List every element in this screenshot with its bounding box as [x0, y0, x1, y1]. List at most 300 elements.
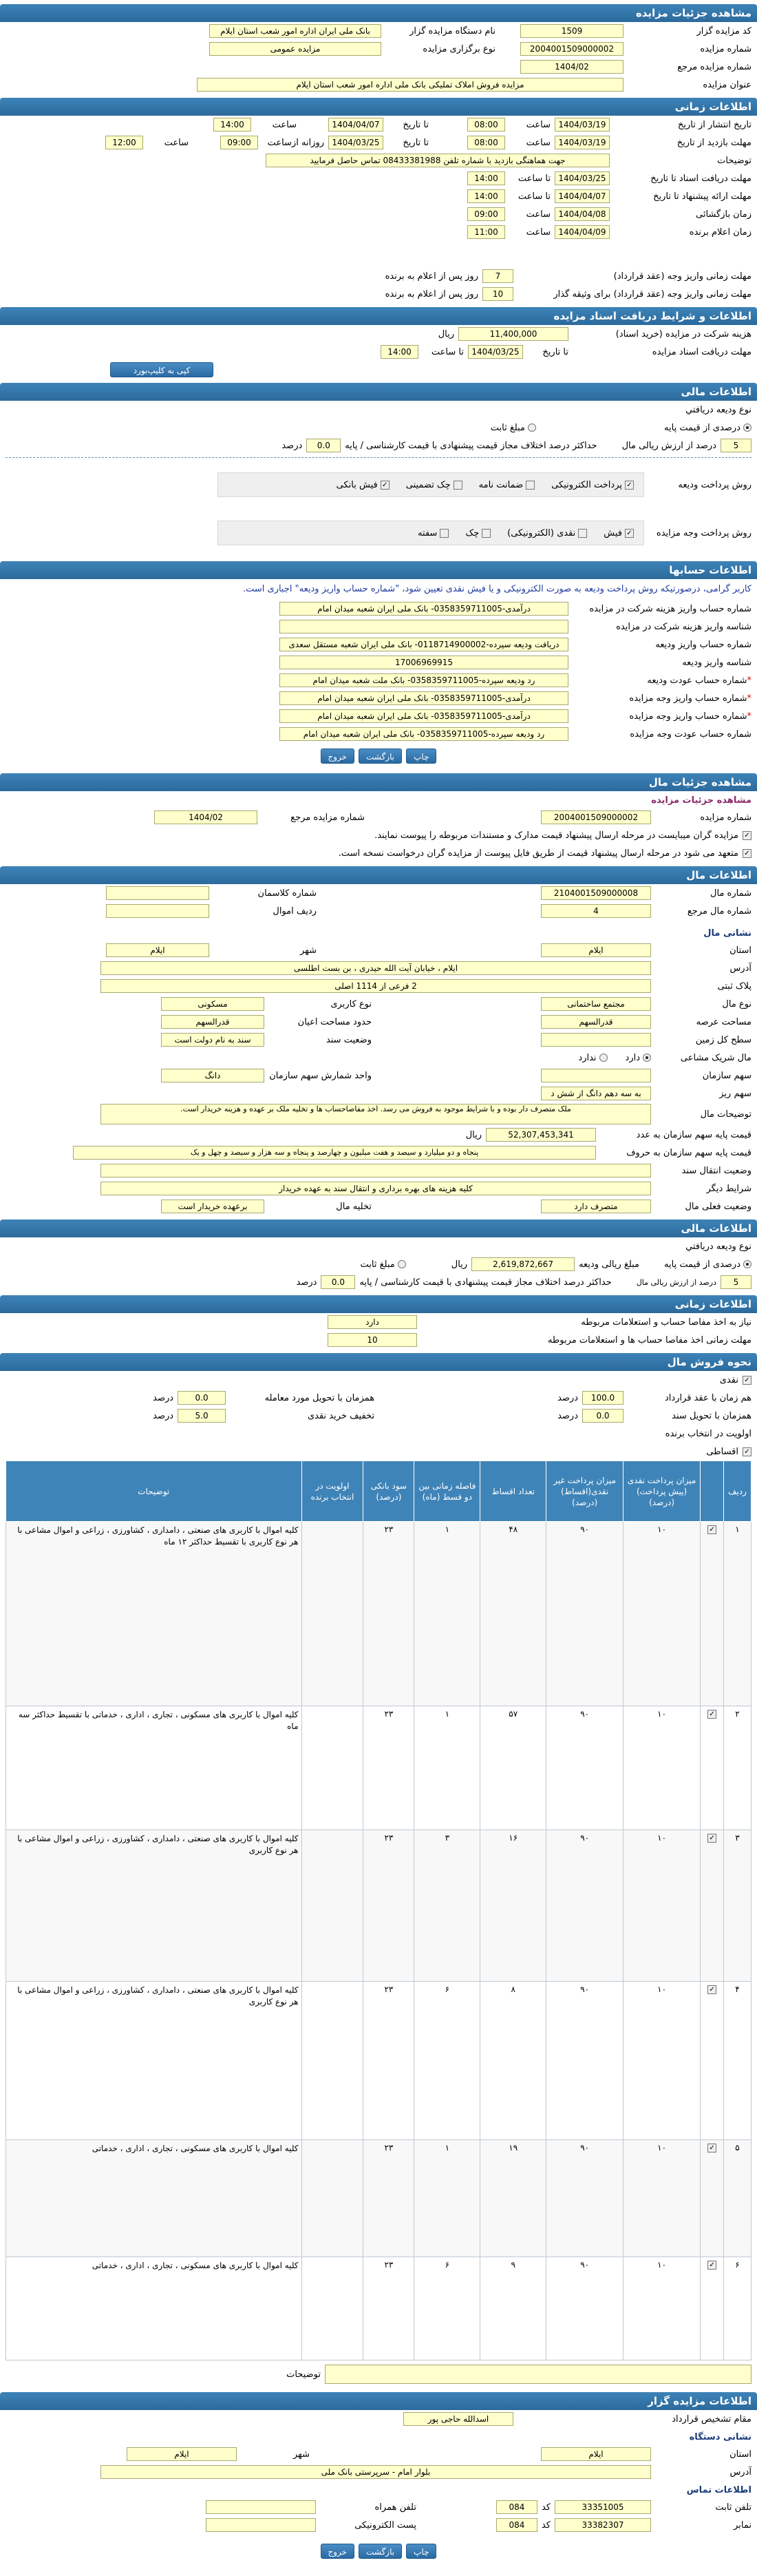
row-ref-prop — [0, 902, 757, 920]
check-icon[interactable]: ✓ — [707, 1985, 716, 1994]
label: عنوان مزایده — [703, 79, 751, 90]
section-title: اطلاعات مالی — [681, 386, 751, 398]
sub-share-field: به سه دهم دانگ از شش د — [541, 1087, 651, 1100]
button-row-bottom — [0, 2534, 757, 2567]
prepay-cell: ۱۰ — [623, 1706, 701, 1830]
visit-from-date: 1404/03/19 — [555, 136, 610, 149]
count-cell: ۸ — [480, 1982, 546, 2140]
section-sale-method — [0, 1353, 757, 1371]
count-cell: ۱۶ — [480, 1830, 546, 1982]
column-header: میزان پرداخت نقدی (پیش پرداخت) (درصد) — [623, 1461, 701, 1522]
label: شماره حساب واریز ودیعه — [655, 639, 751, 650]
row-winner — [0, 223, 757, 241]
row-transfer — [0, 1162, 757, 1180]
row-dt — [0, 1237, 757, 1255]
label: مهلت ارائه پیشنهاد تا تاریخ — [653, 191, 751, 202]
pay2-cash[interactable] — [507, 528, 587, 538]
label: کد مزایده گزار — [696, 25, 751, 36]
label: شماره مال — [710, 888, 751, 899]
label: تا تاریخ — [403, 137, 429, 148]
row-check[interactable] — [701, 2140, 724, 2257]
section-time-2 — [0, 1295, 757, 1313]
label: استان — [729, 2449, 751, 2460]
button-row — [0, 743, 757, 769]
installment-percent-cell: ۹۰ — [546, 2140, 623, 2257]
max-diff-field: 0.0 — [321, 1275, 355, 1289]
label: شماره حساب واریز وجه مزایده — [629, 711, 747, 722]
label: زمان بازگشائی — [696, 209, 751, 220]
label: کد — [541, 2520, 551, 2531]
row-dep1 — [0, 267, 757, 285]
label: چک — [465, 527, 480, 538]
auctioneer-code-field: 1509 — [520, 24, 623, 38]
gap-cell: ۱ — [414, 1522, 480, 1706]
pay-electronic[interactable] — [551, 480, 634, 490]
radio-icon — [528, 423, 536, 432]
table-row — [6, 1706, 751, 1830]
prepay-cell: ۱۰ — [623, 1830, 701, 1982]
row-check[interactable] — [701, 1522, 724, 1706]
label: دارد — [625, 1052, 640, 1063]
account-field: 17006969915 — [279, 656, 568, 669]
label: درصد — [281, 440, 303, 451]
label: همزمان با تحویل مورد معامله — [264, 1392, 375, 1403]
label: وضعیت انتقال سند — [681, 1165, 751, 1176]
section-property-details — [0, 773, 757, 791]
opt-fixed[interactable] — [361, 1259, 406, 1270]
label: شهر — [299, 945, 317, 956]
row-tel — [0, 2498, 757, 2516]
label: نوع مال — [722, 998, 751, 1009]
row-a5 — [0, 671, 757, 689]
deposit-percent-field: 5 — [721, 1275, 751, 1289]
label: اقساطی — [706, 1446, 738, 1457]
label: حداکثر درصد اختلاف مجاز قیمت پیشنهادی با قیمت کارشناسی / پایه — [345, 440, 597, 451]
deed-percent-field: 0.0 — [582, 1409, 623, 1423]
description-cell: کلیه اموال با کاربری های صنعتی ، دامداری ، کشاورزی ، زراعی و اموال مشاعی با هر نوع کاربری — [6, 1830, 302, 1982]
label: مقام تشخیص قرارداد — [672, 2413, 751, 2425]
visit-daily-from: 09:00 — [220, 136, 258, 149]
label: مهلت دریافت اسناد مزایده — [652, 346, 751, 357]
label: تا ساعت — [518, 173, 551, 184]
row-a6 — [0, 689, 757, 707]
label: نام دستگاه مزایده گزار — [409, 25, 495, 36]
label: ریال — [465, 1129, 482, 1140]
row-need — [0, 1313, 757, 1331]
label: ساعت — [526, 119, 551, 130]
row-share-rz — [0, 1085, 757, 1102]
row-kind — [0, 995, 757, 1013]
label: ساعت — [526, 209, 551, 220]
label: شناسه واریز هزینه شرکت در مزایده — [616, 621, 751, 632]
section-time-info — [0, 98, 757, 116]
account-field: درآمدی-0358359711005- بانک ملی ایران شعبه میدان امام — [279, 691, 568, 705]
table-header — [6, 1461, 751, 1522]
label: فیش بانکی — [336, 479, 378, 490]
label: تاریخ انتشار از تاریخ — [677, 119, 751, 130]
label: نوع وديعه دريافتي — [685, 404, 751, 415]
column-header: میزان پرداخت غیر نقدی(اقساط) (درصد) — [546, 1461, 623, 1522]
label: شماره کلاسمان — [257, 888, 317, 899]
opt-percent[interactable] — [664, 423, 751, 433]
radio-icon — [643, 1054, 651, 1062]
contract-percent-field: 100.0 — [582, 1391, 623, 1405]
row-need-time — [0, 1331, 757, 1349]
row-ref — [0, 58, 757, 76]
label: روزانه ازساعت — [267, 137, 324, 148]
pay2-safteh[interactable] — [418, 528, 449, 538]
count-cell: ۵۷ — [480, 1706, 546, 1830]
row-dev-addr — [0, 2463, 757, 2481]
pay-check[interactable] — [406, 480, 462, 490]
section-title: مشاهده جزئیات مزایده — [635, 7, 751, 19]
label: قیمت پایه سهم سازمان به عدد — [636, 1129, 751, 1140]
label: شماره مزایده مرجع — [677, 61, 751, 72]
sub-title: نشانی دستگاه — [689, 2432, 751, 2442]
label: درصدی از قیمت پایه — [664, 422, 740, 433]
section-accounts — [0, 561, 757, 579]
row-c2 — [0, 844, 757, 862]
fax-field: 33382307 — [555, 2518, 651, 2532]
check-icon[interactable]: ✓ — [743, 1447, 751, 1456]
description-cell: کلیه اموال با کاربری های صنعتی ، دامداری ، کشاورزی ، زراعی و اموال مشاعی با هر نوع کاربری با تقسیط حداکثر ۱۲ ماه — [6, 1522, 302, 1706]
table-row — [6, 2257, 751, 2360]
row-floor — [0, 1031, 757, 1049]
back-button[interactable]: بازگشت — [359, 2544, 402, 2559]
radio-icon — [599, 1054, 608, 1062]
table-row — [6, 1522, 751, 1706]
rate-cell: ۲۳ — [363, 1522, 414, 1706]
offer-deadline-time: 14:00 — [467, 189, 505, 203]
label: نقدی — [719, 1374, 738, 1385]
share-no[interactable] — [578, 1053, 607, 1063]
winner-time: 11:00 — [467, 225, 505, 239]
priority-cell — [301, 2257, 363, 2360]
deposit-amount-field: 2,619,872,667 — [471, 1257, 575, 1271]
check-icon: ✓ — [625, 529, 634, 538]
exit-button[interactable]: خروج — [321, 2544, 355, 2559]
eviction-field: برعهده خریدار است — [161, 1200, 264, 1213]
publish-from-date: 1404/03/19 — [555, 118, 610, 132]
row-c1 — [0, 826, 757, 844]
row-a4 — [0, 653, 757, 671]
row-pay2 — [0, 509, 757, 557]
opening-time: 09:00 — [467, 207, 505, 221]
transfer-field — [100, 1164, 651, 1177]
gap-cell: ۱ — [414, 2140, 480, 2257]
publish-to-time: 14:00 — [213, 118, 251, 132]
ref-number-field: 1404/02 — [520, 60, 623, 74]
label: مبلغ ثابت — [490, 422, 526, 433]
label: ریال — [438, 328, 454, 339]
section-financial — [0, 383, 757, 401]
pay2-fish[interactable] — [604, 528, 634, 538]
visit-from-time: 08:00 — [467, 136, 505, 149]
priority-cell — [301, 1706, 363, 1830]
row-pdesc — [0, 1102, 757, 1126]
label: زمان اعلام برنده — [689, 227, 751, 238]
label: تلفن همراه — [374, 2502, 416, 2513]
section-financial-2 — [0, 1219, 757, 1237]
property-row-field — [106, 904, 209, 918]
label: شماره مال مرجع — [687, 905, 751, 917]
column-header: ردیف — [724, 1461, 751, 1522]
priority-cell — [301, 1982, 363, 2140]
column-header — [701, 1461, 724, 1522]
org-name-field: بانک ملی ایران اداره امور شعب استان ایلام — [209, 24, 381, 38]
required-icon: * — [747, 711, 751, 722]
share-field — [541, 1069, 651, 1082]
row-deposit-options — [0, 419, 757, 437]
auction-pay-methods — [217, 521, 644, 545]
print-button[interactable]: چاپ — [406, 748, 436, 764]
mobile-field — [206, 2500, 316, 2514]
column-header: توضیحات — [6, 1461, 302, 1522]
gap-cell: ۳ — [414, 1830, 480, 1982]
label: همزمان با تحویل سند — [672, 1410, 751, 1421]
occupancy-field: متصرف دارد — [541, 1200, 651, 1213]
registration-field: 2 فرعی از 1114 اصلی — [100, 979, 651, 993]
delivery-percent-field: 0.0 — [178, 1391, 226, 1405]
row-base-txt — [0, 1144, 757, 1162]
sub-title: اطلاعات تماس — [686, 2485, 751, 2495]
check-icon[interactable]: ✓ — [743, 1376, 751, 1385]
check-icon — [526, 481, 535, 490]
row-auth — [0, 2410, 757, 2428]
docs-deadline-time: 14:00 — [467, 171, 505, 185]
base-price-field: 52,307,453,341 — [486, 1128, 596, 1142]
label: توضیحات مال — [700, 1109, 751, 1120]
province-field: ایلام — [541, 943, 651, 957]
label: تا ساعت — [518, 191, 551, 202]
copy-clipboard-button[interactable]: کپی به کلیپ‌بورد — [110, 362, 213, 377]
label: سفته — [418, 527, 438, 538]
label: شناسه واریز ودیعه — [682, 657, 751, 668]
label: واحد شمارش سهم سازمان — [269, 1070, 372, 1081]
check-icon[interactable]: ✓ — [707, 2261, 716, 2270]
row-check[interactable] — [701, 1982, 724, 2140]
gap-cell: ۶ — [414, 1982, 480, 2140]
label: درصد — [153, 1392, 174, 1403]
doc-deadline-time: 14:00 — [381, 345, 418, 359]
label: سطح کل زمین — [695, 1034, 751, 1045]
row-check[interactable] — [701, 2257, 724, 2360]
row-doc-deadline — [0, 343, 757, 361]
label: ندارد — [578, 1052, 597, 1063]
row-addr — [0, 959, 757, 977]
label: روش پرداخت وديعه — [678, 479, 751, 490]
section-title: اطلاعات حسابها — [669, 564, 751, 576]
rate-cell: ۲۳ — [363, 1706, 414, 1830]
label: تخلیه مال — [336, 1201, 372, 1212]
spacer — [0, 241, 757, 267]
discount-field: 5.0 — [178, 1409, 226, 1423]
label: شرایط دیگر — [706, 1183, 751, 1194]
table-row — [6, 2140, 751, 2257]
label: آدرس — [729, 963, 751, 974]
share-yes[interactable] — [626, 1053, 651, 1063]
back-button[interactable]: بازگشت — [359, 748, 402, 764]
label: کد — [541, 2502, 551, 2513]
label: تا تاریخ — [542, 346, 568, 357]
clearance-needed-field: دارد — [328, 1315, 417, 1329]
property-description-field: ملک متصرف دار بوده و با شرایط موجود به فروش می رسد. اخذ مفاصاحساب ها و تخلیه ملک بر عهده و هزینه خریدار است. — [100, 1104, 651, 1124]
section-auctioneer — [0, 2392, 757, 2410]
label: وضعیت سند — [326, 1034, 372, 1045]
label: پرداخت الکترونیکی — [551, 479, 622, 490]
section-title: اطلاعات مالی — [681, 1222, 751, 1235]
publish-to-date: 1404/04/07 — [328, 118, 383, 132]
radio-icon — [743, 1260, 751, 1268]
installment-percent-cell: ۹۰ — [546, 1706, 623, 1830]
row-a2 — [0, 618, 757, 636]
account-field: رد ودیعه سپرده-0358359711005- بانک ملت شعبه میدان امام — [279, 673, 568, 687]
row-doc-btn — [0, 361, 757, 379]
province-field: ایلام — [541, 2447, 651, 2461]
label: درصد از ارزش ریالی مال — [621, 440, 716, 451]
check-icon — [482, 529, 491, 538]
check-icon[interactable]: ✓ — [707, 1525, 716, 1534]
check-icon[interactable]: ✓ — [743, 849, 751, 858]
label: مهلت دریافت اسناد تا تاریخ — [650, 173, 751, 184]
section-title: نحوه فروش مال — [667, 1356, 751, 1368]
row-pay — [0, 461, 757, 509]
auction-type-field: مزایده عمومی — [209, 42, 381, 56]
installments-table — [6, 1460, 751, 2360]
opt-fixed[interactable] — [491, 423, 536, 433]
count-cell: ۹ — [480, 2257, 546, 2360]
visit-daily-to: 12:00 — [105, 136, 143, 149]
floor-area-field — [541, 1033, 651, 1047]
check-icon[interactable]: ✓ — [707, 1710, 716, 1719]
accounts-note: کاربر گرامی، درصورتیکه روش پرداخت ودیعه به صورت الکترونیکی و یا فیش نقدی تعیین شود، "شماره حساب واریز ودیعه" اجباری است. — [242, 584, 751, 594]
opt-percent[interactable] — [664, 1259, 751, 1270]
check-icon[interactable]: ✓ — [707, 1834, 716, 1843]
required-icon: * — [747, 693, 751, 704]
print-button[interactable]: چاپ — [406, 2544, 436, 2559]
column-header: سود بانکی (درصد) — [363, 1461, 414, 1522]
auction-number-field: 2004001509000002 — [541, 810, 651, 824]
label: ضمانت نامه — [478, 479, 524, 490]
column-header: تعداد اقساط — [480, 1461, 546, 1522]
divider — [6, 457, 751, 458]
section-title: اطلاعات زمانی — [674, 101, 751, 113]
row-share — [0, 1049, 757, 1067]
authority-field: اسدالله حاجی پور — [403, 2412, 513, 2426]
rate-cell: ۲۳ — [363, 2140, 414, 2257]
prepay-cell: ۱۰ — [623, 2140, 701, 2257]
building-area-field: قدرالسهم — [161, 1015, 264, 1029]
row-a7 — [0, 707, 757, 725]
pay-bond[interactable] — [479, 480, 535, 490]
label: نمابر — [734, 2520, 751, 2531]
max-diff-field: 0.0 — [306, 439, 341, 452]
exit-button[interactable]: خروج — [321, 748, 355, 764]
check-icon: ✓ — [381, 481, 390, 490]
label: ساعت — [526, 137, 551, 148]
label: ردیف اموال — [273, 905, 317, 917]
row-area — [0, 1013, 757, 1031]
check-icon[interactable]: ✓ — [743, 831, 751, 840]
row-occ — [0, 1197, 757, 1215]
row-doc — [0, 1407, 757, 1425]
row-number: ۵ — [724, 2140, 751, 2257]
pay2-check[interactable] — [465, 528, 491, 538]
email-field — [206, 2518, 316, 2532]
row-dev-prov — [0, 2445, 757, 2463]
label: ساعت — [272, 119, 297, 130]
fax-code-field: 084 — [496, 2518, 537, 2532]
installment-percent-cell: ۹۰ — [546, 2257, 623, 2360]
label: نیاز به اخذ مفاصا حساب و استعلامات مربوطه — [581, 1317, 751, 1328]
column-header: فاصله زمانی بین دو قسط (ماه) — [414, 1461, 480, 1522]
label: درصد — [557, 1392, 578, 1403]
label: تلفن ثابت — [715, 2502, 751, 2513]
table-body — [6, 1522, 751, 2360]
row-plak — [0, 977, 757, 995]
share-unit-field: دانگ — [161, 1069, 264, 1082]
row-guarantee — [0, 169, 757, 187]
row-visit — [0, 134, 757, 151]
row-code — [0, 22, 757, 40]
phone-field: 33351005 — [555, 2500, 651, 2514]
label: روز پس از اعلام به برنده — [385, 271, 478, 282]
row-a1 — [0, 600, 757, 618]
label: درصد از ارزش ریالی مال — [636, 1277, 716, 1287]
check-icon — [440, 529, 449, 538]
prepay-cell: ۱۰ — [623, 1522, 701, 1706]
phone-code-field: 084 — [496, 2500, 537, 2514]
radio-icon — [398, 1260, 406, 1268]
label: استان — [729, 945, 751, 956]
label: مبلغ ثابت — [360, 1259, 395, 1270]
deposit-percent-field: 5 — [721, 439, 751, 452]
row-prop-no — [0, 884, 757, 902]
row-deposit-type — [0, 401, 757, 419]
rate-cell: ۲۳ — [363, 1982, 414, 2140]
label: شماره حساب واریز وجه مزایده — [629, 693, 747, 704]
label: درصدی از قیمت پایه — [664, 1259, 740, 1270]
sub-title: مشاهده جزئیات مزایده — [651, 795, 751, 806]
ref-number-field: 1404/02 — [154, 810, 257, 824]
deposit-pay-methods — [217, 472, 644, 497]
label: نقدی (الکترونیکی) — [507, 527, 576, 538]
table-row — [6, 1982, 751, 2140]
row-prio — [0, 1425, 757, 1443]
label: قیمت پایه سهم سازمان به حروف — [626, 1147, 751, 1158]
row-check[interactable] — [701, 1706, 724, 1830]
row-table-desc — [0, 2360, 757, 2388]
row-pct — [0, 437, 757, 454]
check-icon[interactable]: ✓ — [707, 2144, 716, 2153]
column-header: اولویت در انتخاب برنده — [301, 1461, 363, 1522]
priority-cell — [301, 1830, 363, 1982]
row-prov — [0, 941, 757, 959]
row-number: ۶ — [724, 2257, 751, 2360]
label: ریال — [451, 1259, 468, 1270]
pay-receipt[interactable] — [337, 480, 390, 490]
count-cell: ۴۸ — [480, 1522, 546, 1706]
prepay-cell: ۱۰ — [623, 2257, 701, 2360]
description-cell: کلیه اموال با کاربری های مسکونی ، تجاری ، اداری ، خدماتی با تقسیط حداکثر سه ماه — [6, 1706, 302, 1830]
row-subject — [0, 76, 757, 94]
table-row — [6, 1830, 751, 1982]
label: شماره مزایده — [700, 812, 751, 823]
row-cash — [0, 1371, 757, 1389]
row-check[interactable] — [701, 1830, 724, 1982]
label: توضیحات — [286, 2369, 321, 2380]
address-field: بلوار امام - سرپرستی بانک ملی — [100, 2465, 651, 2479]
